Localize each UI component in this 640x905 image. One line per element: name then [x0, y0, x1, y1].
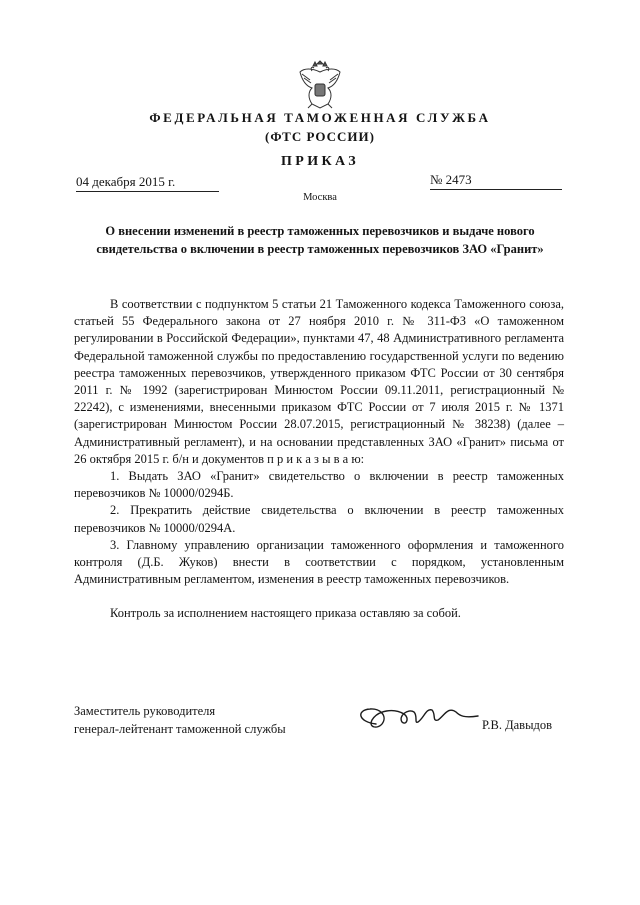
- signatory-name: Р.В. Давыдов: [482, 718, 552, 732]
- order-body: [74, 296, 564, 623]
- order-date: 04 декабря 2015 г.: [76, 174, 219, 192]
- handwritten-signature: [352, 698, 482, 738]
- order-item-1: 1. Выдать ЗАО «Гранит» свидетельство о включении в реестр таможенных перевозчиков № 10000/0294Б.: [74, 469, 564, 501]
- order-heading: О внесении изменений в реестр таможенных перевозчиков и выдаче нового свидетельства о включении в реестр таможенных перевозчиков ЗАО «Гранит»: [96, 224, 544, 256]
- document-type-title: ПРИКАЗ: [280, 154, 360, 169]
- agency-short-name: (ФТС РОССИИ): [265, 129, 375, 144]
- russian-coat-of-arms-icon: [298, 60, 342, 110]
- order-item-2: 2. Прекратить действие свидетельства о включении в реестр таможенных перевозчиков № 10000/0294А.: [74, 503, 564, 535]
- control-paragraph: Контроль за исполнением настоящего приказа оставляю за собой.: [110, 606, 461, 621]
- signatory-position: [74, 702, 286, 738]
- signatory-position-line-1: Заместитель руководителя: [74, 704, 216, 718]
- order-item-3: 3. Главному управлению организации таможенного оформления и таможенного контроля (Д.Б. Жуков) внести в соответствии с порядком, установленным Административным регламентом, изменения в реестр таможенных перевозчиков.: [74, 537, 564, 587]
- signatory-position-line-2: генерал-лейтенант таможенной службы: [74, 722, 286, 736]
- order-number: № 2473: [430, 172, 562, 190]
- order-city: Москва: [303, 192, 337, 203]
- preamble-paragraph: В соответствии с подпунктом 5 статьи 21 Таможенного кодекса Таможенного союза, статьей 55 Федерального закона от 27 ноября 2010 г. № 311-ФЗ «О таможенном регулировании в Российской Федерации», пунктами 47, 48 Административного регламента Федеральной таможенной службы по предоставлению государственной услуги по ведению реестра таможенных перевозчиков, утвержденного приказом ФТС России от 30 сентября 2011 г. № 1992 (зарегистрирован Минюстом России 09.11.2011, регистрационный № 22242), с изменениями, внесенными приказом ФТС России от 7 июля 2015 г. № 1371 (зарегистрирован Минюстом России 28.07.2015, регистрационный № 38238) (далее – Административный регламент), и на основании представленных ЗАО «Гранит» письма от 26 октября 2015 г. б/н и документов п р и к а з ы в а ю:: [74, 297, 564, 466]
- agency-name: ФЕДЕРАЛЬНАЯ ТАМОЖЕННАЯ СЛУЖБА: [149, 110, 491, 125]
